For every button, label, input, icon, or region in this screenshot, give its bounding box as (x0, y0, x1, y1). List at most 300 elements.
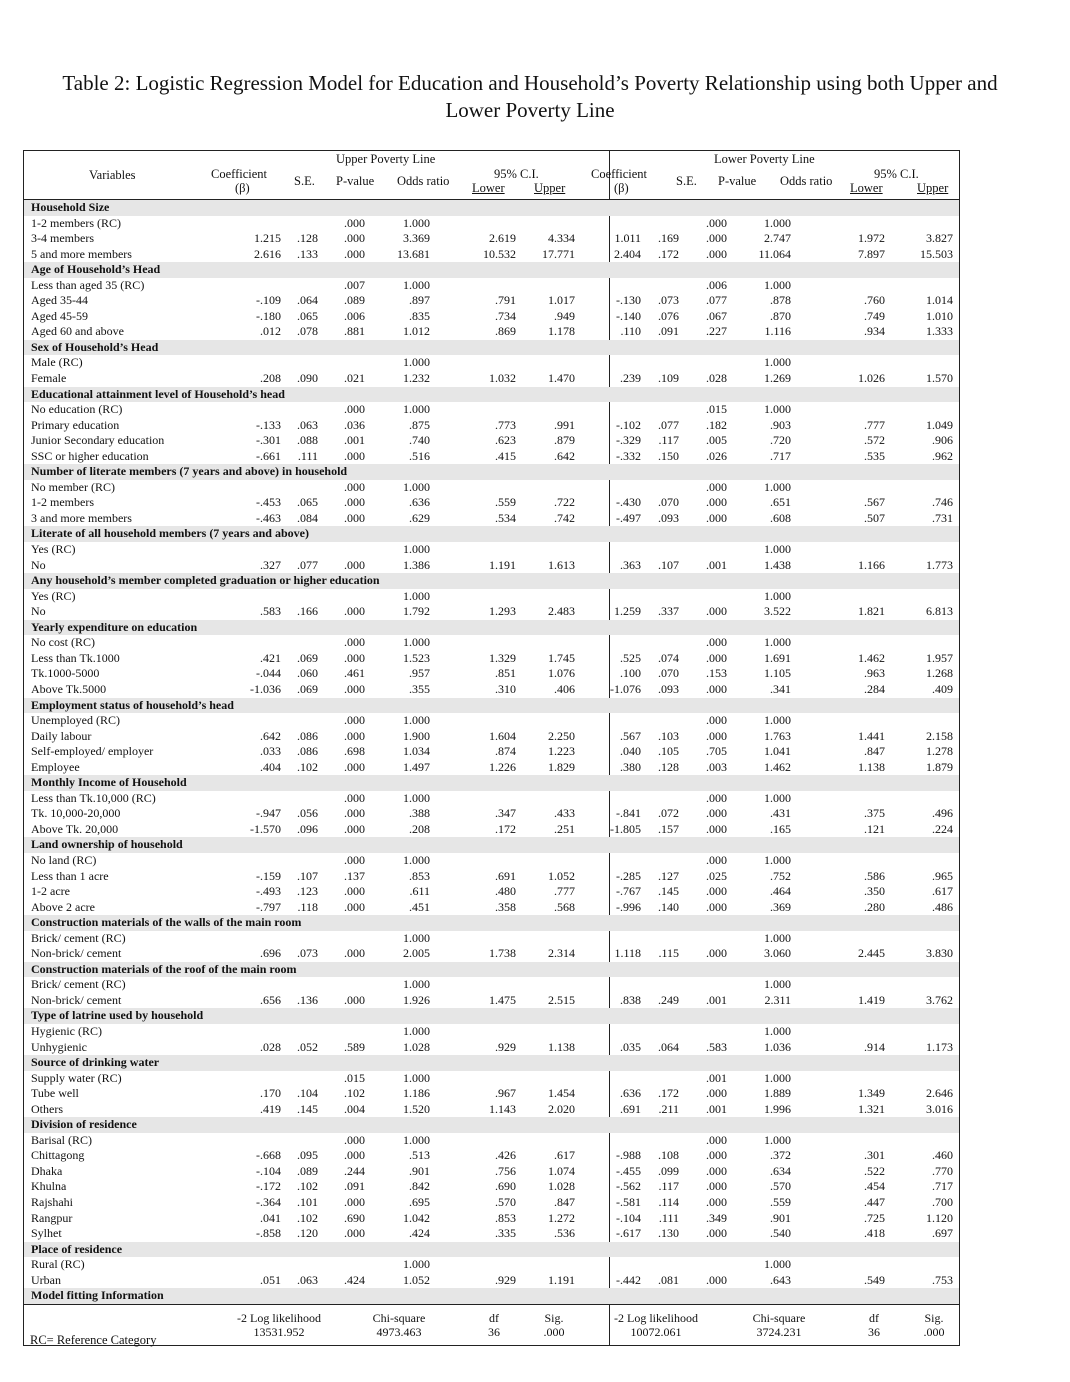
variable-label: No land (RC) (31, 852, 97, 867)
lower-coef-cell: 1.259 (614, 604, 641, 619)
upper-ci-upper-cell: .536 (554, 1226, 575, 1241)
upper-coef-cell: -.661 (256, 448, 281, 463)
variable-label: Above Tk. 20,000 (31, 821, 119, 836)
upper-ci-upper-cell: .847 (554, 1195, 575, 1209)
upper-se-cell: .077 (297, 557, 318, 572)
header-pvalue-upper: P-value (336, 174, 375, 188)
upper-coef-cell: -.109 (256, 293, 281, 308)
lower-ci-upper-cell: 1.014 (926, 293, 953, 308)
upper-odds-cell: .853 (409, 868, 430, 883)
lower-coef-cell: .035 (620, 1039, 641, 1054)
lower-se-cell: .211 (658, 1101, 679, 1116)
variable-label: 1-2 members (31, 495, 94, 510)
upper-coef-cell: 2.616 (254, 246, 281, 261)
fit-df-label-upper: df (489, 1310, 499, 1325)
upper-ci-lower-cell: .853 (495, 1210, 516, 1225)
table-row (24, 1024, 959, 1040)
upper-coef-cell: -.104 (256, 1163, 281, 1178)
lower-ci-upper-cell: .717 (932, 1179, 953, 1194)
upper-ci-lower-cell: 1.143 (489, 1101, 516, 1116)
upper-pvalue-cell: .000 (344, 946, 365, 961)
upper-pvalue-cell: .000 (344, 713, 365, 728)
upper-se-cell: .133 (297, 246, 318, 261)
upper-ci-upper-cell: .433 (554, 806, 575, 821)
caption-line-1: Table 2: Logistic Regression Model for Education and Household’s Poverty Relationship using both Upper and (62, 71, 998, 95)
variable-label: Aged 35-44 (31, 293, 88, 308)
upper-pvalue-cell: .000 (344, 1148, 365, 1163)
upper-odds-cell: .355 (409, 681, 430, 696)
lower-odds-cell: 1.000 (764, 355, 791, 370)
lower-odds-cell: 1.996 (764, 1101, 791, 1116)
variable-label: No cost (RC) (31, 635, 95, 650)
lower-se-cell: .157 (658, 821, 679, 836)
header-coef-upper: Coefficient (211, 167, 267, 181)
variable-label: Self-employed/ employer (31, 744, 154, 759)
lower-pvalue-cell: .001 (706, 557, 727, 572)
upper-se-cell: .120 (297, 1226, 318, 1241)
upper-se-cell: .084 (297, 510, 318, 525)
category-label: Age of Household’s Head (31, 262, 161, 277)
table-row (24, 1226, 959, 1242)
lower-se-cell: .127 (658, 868, 679, 883)
fit-sig-value-upper: .000 (543, 1324, 565, 1339)
lower-odds-cell: 1.438 (764, 557, 791, 572)
upper-odds-cell: 1.000 (403, 713, 430, 728)
lower-pvalue-cell: .000 (706, 650, 727, 665)
table-row (24, 651, 959, 667)
upper-odds-cell: 1.042 (403, 1210, 430, 1225)
upper-odds-cell: .897 (409, 293, 430, 308)
lower-ci-upper-cell: 15.503 (920, 246, 953, 261)
lower-ci-lower-cell: .447 (864, 1195, 885, 1209)
lower-odds-cell: 1.000 (764, 402, 791, 417)
fit-loglik-lower (596, 1311, 716, 1339)
upper-pvalue-cell: .000 (344, 479, 365, 494)
lower-odds-cell: 1.000 (764, 479, 791, 494)
category-label: Construction materials of the roof of the main room (31, 961, 297, 976)
lower-coef-cell: -.430 (616, 495, 641, 510)
upper-pvalue-cell: .000 (344, 557, 365, 572)
upper-pvalue-cell: .589 (344, 1039, 365, 1054)
lower-se-cell: .172 (658, 246, 679, 261)
upper-pvalue-cell: .000 (344, 790, 365, 805)
upper-se-cell: .063 (297, 417, 318, 432)
lower-ci-upper-cell: 6.813 (926, 604, 953, 619)
lower-ci-lower-cell: .572 (864, 433, 885, 448)
lower-coef-cell: -.104 (616, 1210, 641, 1225)
lower-ci-lower-cell: .507 (864, 510, 885, 525)
lower-ci-lower-cell: .301 (864, 1148, 885, 1163)
header-ci-upper-upper: Upper (534, 181, 566, 195)
lower-odds-cell: 1.000 (764, 852, 791, 867)
table-row (24, 682, 959, 698)
lower-ci-lower-cell: 1.821 (858, 604, 885, 619)
category-label: Employment status of household’s head (31, 697, 234, 712)
upper-ci-lower-cell: .791 (495, 293, 516, 308)
upper-ci-upper-cell: 1.613 (548, 557, 575, 572)
upper-ci-lower-cell: .691 (495, 868, 516, 883)
category-row (24, 1242, 959, 1258)
upper-ci-lower-cell: 1.329 (489, 650, 516, 665)
upper-ci-lower-cell: .734 (495, 308, 516, 323)
upper-coef-cell: .041 (260, 1210, 281, 1225)
fit-sig-label-upper: Sig. (544, 1310, 564, 1325)
lower-coef-cell: -1.805 (610, 821, 641, 836)
variable-label: SSC or higher education (31, 448, 149, 463)
upper-coef-cell: -.858 (256, 1226, 281, 1241)
upper-pvalue-cell: .000 (344, 806, 365, 821)
table-row (24, 1133, 959, 1149)
upper-se-cell: .102 (297, 759, 318, 774)
table-row (24, 542, 959, 558)
upper-ci-upper-cell: 17.771 (542, 246, 575, 261)
upper-ci-lower-cell: .967 (495, 1086, 516, 1101)
variable-label: Above Tk.5000 (31, 681, 107, 696)
fit-loglik-value-lower: 10072.061 (630, 1324, 682, 1339)
upper-se-cell: .056 (297, 806, 318, 821)
table-row (24, 216, 959, 232)
variable-label: Non-brick/ cement (31, 992, 122, 1007)
lower-pvalue-cell: .000 (706, 821, 727, 836)
table-row (24, 433, 959, 449)
lower-pvalue-cell: .005 (706, 433, 727, 448)
upper-pvalue-cell: .000 (344, 510, 365, 525)
lower-pvalue-cell: .000 (706, 1272, 727, 1287)
variable-label: Tk. 10,000-20,000 (31, 806, 121, 821)
lower-ci-upper-cell: .746 (932, 495, 953, 510)
lower-pvalue-cell: .015 (706, 402, 727, 417)
upper-ci-upper-cell: .991 (554, 417, 575, 432)
upper-odds-cell: .451 (409, 899, 430, 914)
header-lower-group: Lower Poverty Line (714, 152, 815, 166)
upper-coef-cell: -.493 (256, 884, 281, 899)
upper-ci-upper-cell: .251 (554, 821, 575, 836)
table-row (24, 371, 959, 387)
table-row (24, 853, 959, 869)
fit-df-value-lower: 36 (868, 1324, 880, 1339)
upper-ci-upper-cell: 1.017 (548, 293, 575, 308)
upper-ci-upper-cell: 1.272 (548, 1210, 575, 1225)
upper-odds-cell: 1.000 (403, 930, 430, 945)
table-row (24, 495, 959, 511)
lower-odds-cell: .870 (770, 308, 791, 323)
lower-odds-cell: .651 (770, 495, 791, 510)
lower-ci-lower-cell: 1.419 (858, 992, 885, 1007)
lower-pvalue-cell: .000 (706, 231, 727, 246)
fit-chi-label-upper: Chi-square (372, 1310, 426, 1325)
lower-odds-cell: .540 (770, 1226, 791, 1241)
lower-odds-cell: .901 (770, 1210, 791, 1225)
upper-coef-cell: -.180 (256, 308, 281, 323)
category-row (24, 775, 959, 791)
upper-pvalue-cell: .000 (344, 215, 365, 230)
lower-odds-cell: .643 (770, 1272, 791, 1287)
upper-se-cell: .078 (297, 324, 318, 339)
upper-pvalue-cell: .000 (344, 448, 365, 463)
upper-se-cell: .052 (297, 1039, 318, 1054)
upper-odds-cell: .875 (409, 417, 430, 432)
variable-label: Urban (31, 1272, 61, 1287)
lower-coef-cell: .636 (620, 1086, 641, 1101)
upper-pvalue-cell: .000 (344, 852, 365, 867)
upper-ci-lower-cell: .310 (495, 681, 516, 696)
upper-se-cell: .102 (297, 1210, 318, 1225)
upper-odds-cell: .901 (409, 1163, 430, 1178)
variable-label: Aged 60 and above (31, 324, 124, 339)
upper-ci-lower-cell: 10.532 (483, 246, 516, 261)
upper-coef-cell: .327 (260, 557, 281, 572)
lower-coef-cell: -.285 (616, 868, 641, 883)
upper-odds-cell: 1.926 (403, 992, 430, 1007)
variable-label: Tk.1000-5000 (31, 666, 100, 681)
lower-ci-upper-cell: 1.570 (926, 371, 953, 386)
lower-pvalue-cell: .000 (706, 1226, 727, 1241)
upper-ci-upper-cell: 2.020 (548, 1101, 575, 1116)
upper-ci-lower-cell: .426 (495, 1148, 516, 1163)
upper-ci-lower-cell: .756 (495, 1163, 516, 1178)
lower-pvalue-cell: .025 (706, 868, 727, 883)
lower-coef-cell: .239 (620, 371, 641, 386)
upper-odds-cell: 1.232 (403, 371, 430, 386)
lower-odds-cell: 1.889 (764, 1086, 791, 1101)
lower-se-cell: .109 (658, 371, 679, 386)
lower-pvalue-cell: .000 (706, 806, 727, 821)
table-row (24, 604, 959, 620)
category-row (24, 573, 959, 589)
variable-label: No (31, 604, 46, 619)
upper-ci-upper-cell: .879 (554, 433, 575, 448)
upper-pvalue-cell: .000 (344, 899, 365, 914)
lower-ci-upper-cell: .409 (932, 681, 953, 696)
category-row (24, 464, 959, 480)
upper-se-cell: .111 (297, 448, 318, 463)
caption-line-2: Lower Poverty Line (445, 98, 615, 122)
lower-se-cell: .140 (658, 899, 679, 914)
header-ci-lower-group: 95% C.I. (874, 167, 919, 181)
upper-ci-upper-cell: 1.074 (548, 1163, 575, 1178)
upper-odds-cell: 1.386 (403, 557, 430, 572)
upper-odds-cell: 1.000 (403, 1132, 430, 1147)
upper-se-cell: .107 (297, 868, 318, 883)
lower-ci-upper-cell: 1.333 (926, 324, 953, 339)
lower-ci-lower-cell: .375 (864, 806, 885, 821)
upper-pvalue-cell: .089 (344, 293, 365, 308)
lower-ci-upper-cell: .962 (932, 448, 953, 463)
header-beta-lower: (β) (614, 181, 629, 195)
lower-ci-lower-cell: .749 (864, 308, 885, 323)
upper-odds-cell: 1.792 (403, 604, 430, 619)
lower-coef-cell: -.102 (616, 417, 641, 432)
lower-odds-cell: 1.000 (764, 215, 791, 230)
lower-coef-cell: .567 (620, 728, 641, 743)
lower-odds-cell: .608 (770, 510, 791, 525)
lower-ci-upper-cell: .496 (932, 806, 953, 821)
lower-ci-upper-cell: 2.158 (926, 728, 953, 743)
lower-ci-lower-cell: .963 (864, 666, 885, 681)
lower-coef-cell: .525 (620, 650, 641, 665)
lower-odds-cell: 1.000 (764, 1257, 791, 1272)
variable-label: Dhaka (31, 1163, 63, 1178)
lower-odds-cell: 1.000 (764, 1070, 791, 1085)
lower-ci-upper-cell: 3.827 (926, 231, 953, 246)
lower-se-cell: .115 (658, 946, 679, 961)
lower-ci-lower-cell: 2.445 (858, 946, 885, 961)
upper-ci-upper-cell: .742 (554, 510, 575, 525)
lower-odds-cell: 1.000 (764, 977, 791, 992)
lower-se-cell: .064 (658, 1039, 679, 1054)
lower-ci-upper-cell: 1.268 (926, 666, 953, 681)
upper-odds-cell: 1.497 (403, 759, 430, 774)
lower-coef-cell: .380 (620, 759, 641, 774)
category-row (24, 262, 959, 278)
lower-ci-upper-cell: .617 (932, 884, 953, 899)
upper-ci-upper-cell: .406 (554, 681, 575, 696)
lower-pvalue-cell: .000 (706, 215, 727, 230)
variable-label: Others (31, 1101, 63, 1116)
lower-ci-upper-cell: 3.762 (926, 992, 953, 1007)
lower-ci-upper-cell: 3.830 (926, 946, 953, 961)
lower-ci-lower-cell: .121 (864, 821, 885, 836)
lower-se-cell: .103 (658, 728, 679, 743)
lower-se-cell: .117 (658, 433, 679, 448)
upper-coef-cell: .033 (260, 744, 281, 759)
upper-ci-lower-cell: .929 (495, 1272, 516, 1287)
upper-se-cell: .063 (297, 1272, 318, 1287)
variable-label: No education (RC) (31, 402, 123, 417)
upper-pvalue-cell: .000 (344, 246, 365, 261)
lower-coef-cell: -.841 (616, 806, 641, 821)
variable-label: 1-2 acre (31, 884, 70, 899)
table-row (24, 1273, 959, 1289)
lower-pvalue-cell: .026 (706, 448, 727, 463)
header-ci-upper-lower: Upper (917, 181, 949, 195)
upper-se-cell: .136 (297, 992, 318, 1007)
variable-label: 1-2 members (RC) (31, 215, 121, 230)
lower-pvalue-cell: .349 (706, 1210, 727, 1225)
header-odds-lower: Odds ratio (780, 174, 833, 188)
upper-pvalue-cell: .000 (344, 681, 365, 696)
lower-ci-lower-cell: .847 (864, 744, 885, 759)
category-label: Sex of Household’s Head (31, 339, 159, 354)
upper-se-cell: .096 (297, 821, 318, 836)
variable-label: Male (RC) (31, 355, 83, 370)
upper-ci-lower-cell: .869 (495, 324, 516, 339)
variable-label: Tube well (31, 1086, 79, 1101)
upper-odds-cell: .842 (409, 1179, 430, 1194)
lower-ci-lower-cell: 1.441 (858, 728, 885, 743)
category-row (24, 526, 959, 542)
table-row (24, 900, 959, 916)
lower-pvalue-cell: .000 (706, 884, 727, 899)
table-row (24, 1257, 959, 1273)
upper-odds-cell: 1.000 (403, 355, 430, 370)
variable-label: Female (31, 371, 67, 386)
lower-coef-cell: .100 (620, 666, 641, 681)
table-row (24, 1195, 959, 1211)
table-row (24, 931, 959, 947)
variable-label: 3-4 members (31, 231, 94, 246)
fit-chi-value-lower: 3724.231 (756, 1324, 802, 1339)
category-row (24, 1288, 959, 1304)
upper-ci-upper-cell: 2.250 (548, 728, 575, 743)
lower-odds-cell: 1.000 (764, 277, 791, 292)
upper-se-cell: .166 (297, 604, 318, 619)
category-label: Model fitting Information (31, 1288, 164, 1303)
table-row (24, 309, 959, 325)
lower-odds-cell: .431 (770, 806, 791, 821)
lower-pvalue-cell: .000 (706, 1179, 727, 1194)
lower-odds-cell: .341 (770, 681, 791, 696)
upper-se-cell: .073 (297, 946, 318, 961)
category-label: Source of drinking water (31, 1055, 160, 1070)
table-row (24, 1040, 959, 1056)
lower-se-cell: .093 (658, 510, 679, 525)
upper-coef-cell: .583 (260, 604, 281, 619)
category-row (24, 837, 959, 853)
lower-pvalue-cell: .000 (706, 635, 727, 650)
upper-ci-upper-cell: .617 (554, 1148, 575, 1163)
upper-pvalue-cell: .000 (344, 231, 365, 246)
category-row (24, 698, 959, 714)
upper-coef-cell: .419 (260, 1101, 281, 1116)
table-row (24, 869, 959, 885)
table-row (24, 993, 959, 1009)
lower-coef-cell: -.332 (616, 448, 641, 463)
upper-pvalue-cell: .007 (344, 277, 365, 292)
variable-label: Aged 45-59 (31, 308, 88, 323)
table-row (24, 402, 959, 418)
upper-pvalue-cell: .137 (344, 868, 365, 883)
upper-ci-lower-cell: .570 (495, 1195, 516, 1209)
lower-coef-cell: -.562 (616, 1179, 641, 1194)
table-row (24, 355, 959, 371)
upper-odds-cell: 1.000 (403, 1257, 430, 1272)
upper-pvalue-cell: .036 (344, 417, 365, 432)
lower-se-cell: .130 (658, 1226, 679, 1241)
lower-ci-upper-cell: .753 (932, 1272, 953, 1287)
upper-odds-cell: 1.000 (403, 277, 430, 292)
upper-pvalue-cell: .000 (344, 884, 365, 899)
lower-odds-cell: .752 (770, 868, 791, 883)
upper-ci-upper-cell: 1.138 (548, 1039, 575, 1054)
lower-se-cell: .108 (658, 1148, 679, 1163)
lower-se-cell: .073 (658, 293, 679, 308)
upper-pvalue-cell: .000 (344, 728, 365, 743)
lower-pvalue-cell: .000 (706, 1148, 727, 1163)
fit-sig-lower (914, 1311, 954, 1339)
lower-se-cell: .081 (658, 1272, 679, 1287)
table-header (24, 151, 959, 200)
lower-pvalue-cell: .000 (706, 728, 727, 743)
upper-coef-cell: 1.215 (254, 231, 281, 246)
lower-coef-cell: -.497 (616, 510, 641, 525)
upper-coef-cell: -.301 (256, 433, 281, 448)
lower-ci-lower-cell: .586 (864, 868, 885, 883)
lower-coef-cell: -.767 (616, 884, 641, 899)
category-row (24, 915, 959, 931)
table-row (24, 558, 959, 574)
lower-coef-cell: -.581 (616, 1195, 641, 1209)
lower-ci-lower-cell: .914 (864, 1039, 885, 1054)
lower-ci-lower-cell: 7.897 (858, 246, 885, 261)
table-row (24, 1164, 959, 1180)
upper-ci-lower-cell: .415 (495, 448, 516, 463)
variable-label: Rajshahi (31, 1195, 73, 1209)
upper-odds-cell: 1.000 (403, 479, 430, 494)
upper-odds-cell: 1.000 (403, 790, 430, 805)
lower-ci-upper-cell: .224 (932, 821, 953, 836)
upper-pvalue-cell: .000 (344, 635, 365, 650)
